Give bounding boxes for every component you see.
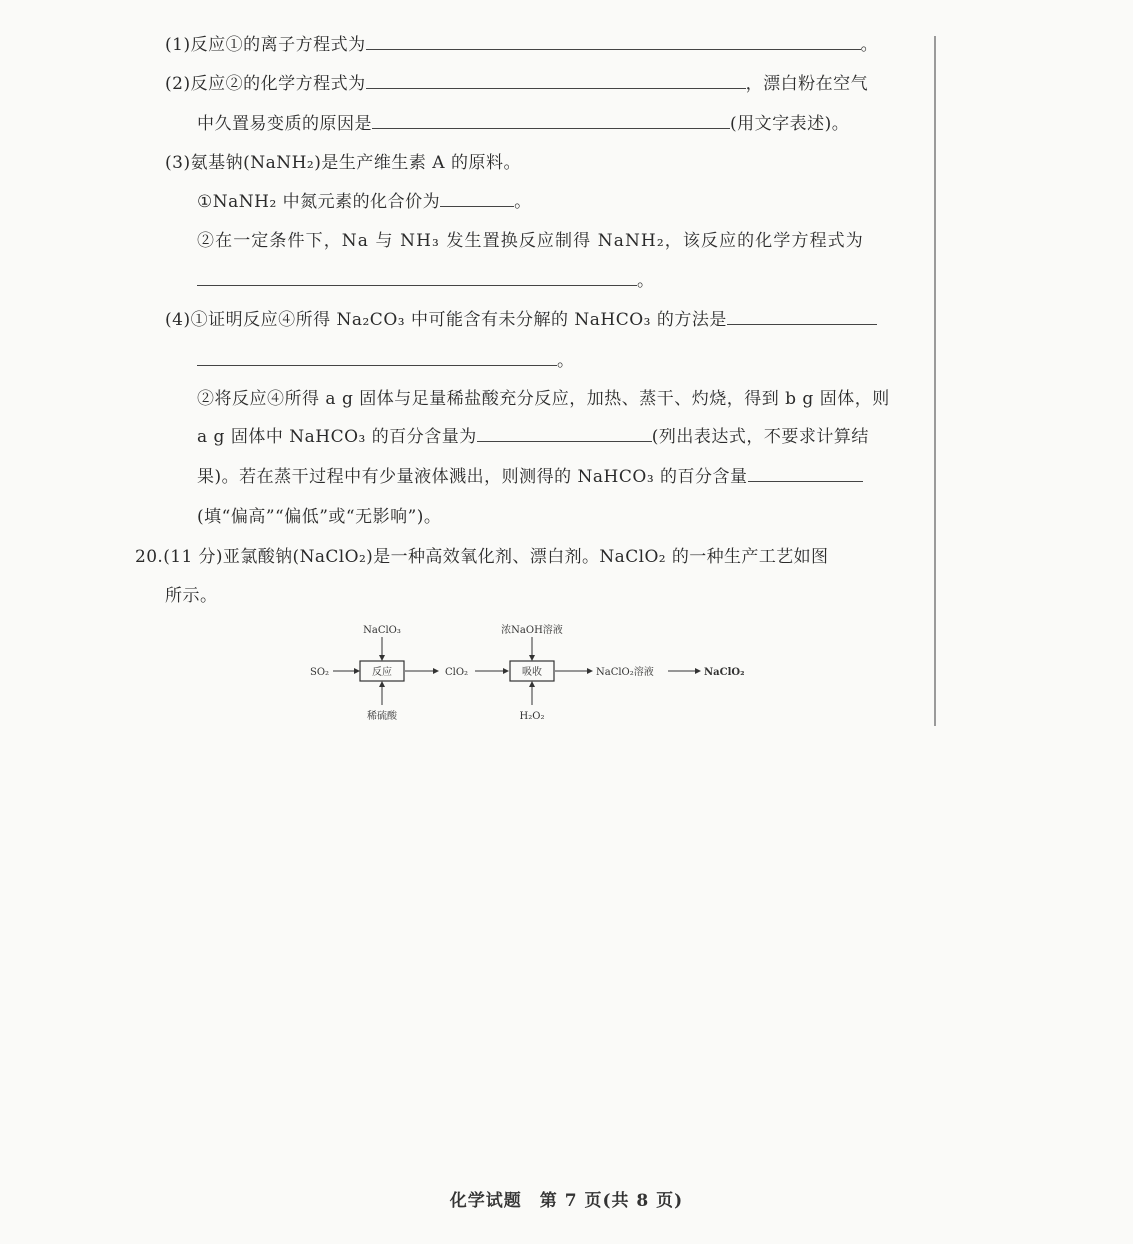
q4-sub1-text: (4)①证明反应④所得 Na₂CO₃ 中可能含有未分解的 NaHCO₃ 的方法是: [165, 310, 727, 330]
q1-end: 。: [860, 35, 879, 55]
q4-sub1-answer: [197, 350, 575, 372]
q4-sub2-line2b: (列出表达式，不要求计算结: [651, 427, 869, 447]
q2-cont-label: 中久置易变质的原因是: [197, 114, 372, 134]
q4-sub1-blank[interactable]: [727, 310, 877, 325]
q2-cont-blank[interactable]: [372, 114, 730, 129]
q4-sub2-line4: (填“偏高”“偏低”或“无影响”)。: [197, 507, 442, 527]
q3-sub2-blank[interactable]: [197, 271, 637, 286]
q3-sub2: ②在一定条件下，Na 与 NH₃ 发生置换反应制得 NaNH₂，该反应的化学方程式为: [197, 231, 864, 251]
q4-sub2-line3: [197, 466, 863, 488]
right-margin-rule: [934, 36, 936, 726]
process-flow-svg: [300, 615, 770, 730]
question-2: [165, 73, 868, 95]
q4-sub1-blank2[interactable]: [197, 351, 557, 366]
input-so2: SO₂: [310, 667, 330, 678]
output-product: NaClO₂: [704, 667, 745, 678]
input-naclo3: NaClO₃: [363, 625, 401, 636]
q2-label: (2)反应②的化学方程式为: [165, 74, 366, 94]
intermediate-clo2: ClO₂: [445, 667, 469, 678]
q4-sub2-line2: [197, 426, 869, 448]
q4-sub1: [165, 309, 877, 331]
q4-sub2-line3-text: 果)。若在蒸干过程中有少量液体溅出，则测得的 NaHCO₃ 的百分含量: [197, 467, 748, 487]
question-1: [165, 34, 878, 56]
q1-blank[interactable]: [366, 35, 861, 50]
input-h2o2: H₂O₂: [519, 711, 545, 722]
q4-sub2-blank2[interactable]: [748, 467, 863, 482]
page-footer: 化学试题 第 7 页(共 8 页): [449, 1191, 684, 1211]
q4-sub2-blank1[interactable]: [477, 427, 652, 442]
q1-label: (1)反应①的离子方程式为: [165, 35, 366, 55]
q3-sub2-answer: [197, 270, 655, 292]
q4-sub2-line1: ②将反应④所得 a g 固体与足量稀盐酸充分反应，加热、蒸干、灼烧，得到 b g 固体，则: [197, 389, 890, 409]
q3-sub1-blank[interactable]: [440, 192, 514, 207]
output-solution: NaClO₂溶液: [596, 667, 654, 678]
q2-cont-tail: (用文字表述)。: [730, 114, 850, 134]
q3-sub2-end: 。: [637, 271, 655, 291]
input-dilute-sulfuric-acid: 稀硫酸: [367, 711, 397, 722]
q4-sub2-line2a: a g 固体中 NaHCO₃ 的百分含量为: [197, 427, 477, 447]
q2-tail: ，漂白粉在空气: [745, 74, 869, 94]
q3-sub1: [197, 191, 532, 213]
question-2-cont: [197, 113, 849, 135]
q3-sub1-text: ①NaNH₂ 中氮元素的化合价为: [197, 192, 441, 212]
input-naoh: 浓NaOH溶液: [501, 625, 563, 636]
q4-sub1-end: 。: [557, 351, 575, 371]
q3-sub1-end: 。: [514, 192, 532, 212]
q20-line2: 所示。: [165, 586, 218, 606]
q3-intro: (3)氨基钠(NaNH₂)是生产维生素 A 的原料。: [165, 153, 521, 173]
absorb-box-label: 吸收: [522, 667, 542, 678]
reaction-box-label: 反应: [372, 667, 392, 678]
q20-line1: 20.(11 分)亚氯酸钠(NaClO₂)是一种高效氧化剂、漂白剂。NaClO₂ 的一种生产工艺如图: [135, 547, 829, 567]
q2-blank[interactable]: [366, 74, 746, 89]
process-diagram: [300, 615, 770, 730]
